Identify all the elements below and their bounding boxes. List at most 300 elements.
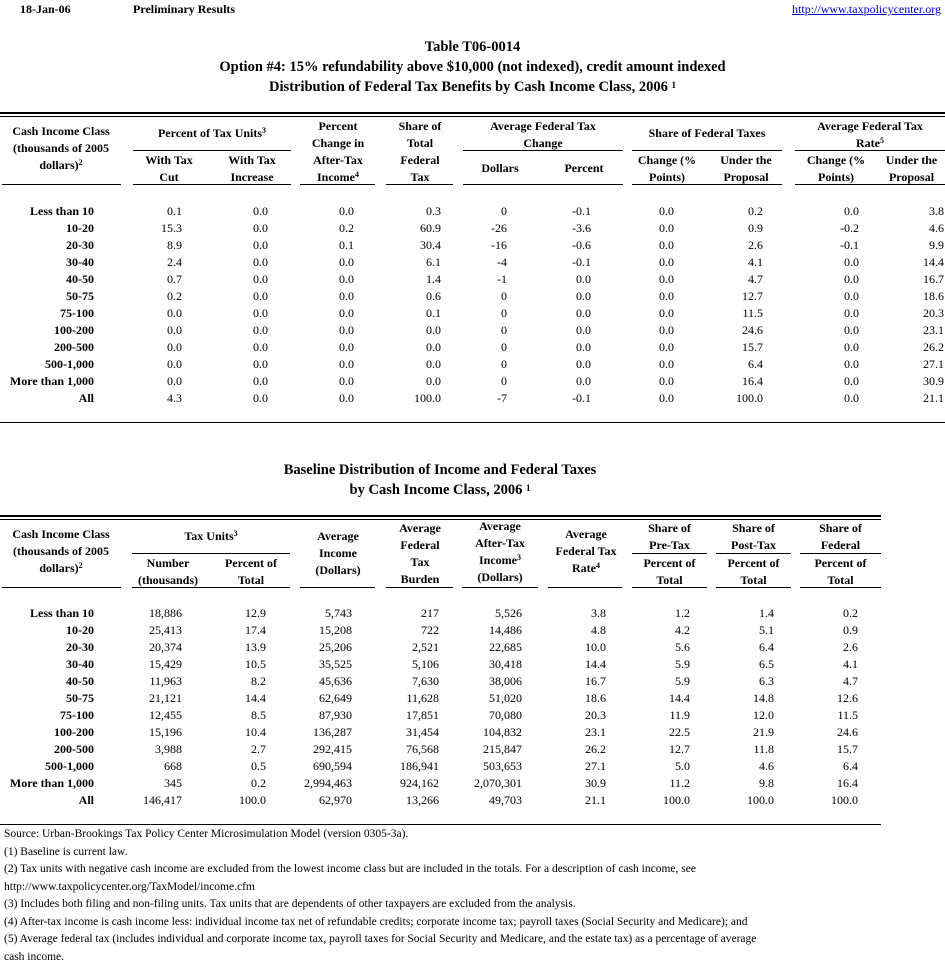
cell-value: 136,287 [266,724,352,741]
col-income-class: Cash Income Class (thousands of 2005 dollars)$^2$ [4,526,118,577]
cell-value: 5.9 [606,673,690,690]
cell-value: 20.3 [859,305,944,322]
cell-value: 0.0 [507,288,591,305]
cell-value: -0.6 [507,237,591,254]
footnote-line: (5) Average federal tax (includes individual and corporate income tax, payroll taxes for Social Security and Medicare, and the estate tax) as a percentage of average [4,931,934,949]
cell-value: 18.6 [859,288,944,305]
table-row [0,288,944,305]
footnote-line: Source: Urban-Brookings Tax Policy Center Microsimulation Model (version 0305-3a). [4,826,934,844]
cell-value: 23.1 [859,322,944,339]
col-group-tax-units: Tax Units$^3$ [132,528,290,545]
cell-value: 30,418 [439,656,522,673]
cell-value: 0.0 [268,203,354,220]
cell-value: 0.0 [182,271,268,288]
cell-value: -7 [441,390,507,407]
cell-value: 3.8 [859,203,944,220]
cell-value: 21.1 [859,390,944,407]
cell-value: 690,594 [266,758,352,775]
cell-value: 0.0 [507,322,591,339]
cell-value: 0.0 [763,288,859,305]
cell-value: 9.8 [690,775,774,792]
row-label: 10-20 [0,220,94,237]
cell-value: 16.4 [774,775,858,792]
cell-value: 8.9 [94,237,182,254]
cell-value: 100.0 [674,390,763,407]
cell-value: 22,685 [439,639,522,656]
col-income-class: Cash Income Class (thousands of 2005 dollars)$^2$ [4,123,118,174]
cell-value: 0.0 [94,356,182,373]
row-label: 100-200 [0,724,94,741]
table1-body [0,203,944,407]
cell-value: 18.6 [522,690,606,707]
cell-value: 16.4 [674,373,763,390]
cell-value: 0.0 [591,339,674,356]
cell-value: 5,106 [352,656,439,673]
col-with-tax-cut: With Tax Cut [133,152,205,186]
cell-value: 14.4 [522,656,606,673]
cell-value: 0.0 [268,373,354,390]
col-avg-fed-tax-rate: Average Federal Tax Rate$^4$ [548,526,624,577]
cell-value: 0.2 [94,288,182,305]
cell-value: 12.0 [690,707,774,724]
cell-value: 5.6 [606,639,690,656]
cell-value: 20.3 [522,707,606,724]
cell-value: 0.0 [591,203,674,220]
table-row [0,741,858,758]
cell-value: 924,162 [352,775,439,792]
cell-value: 292,415 [266,741,352,758]
cell-value: 0.0 [354,339,441,356]
table-row [0,792,858,809]
cell-value: 0.0 [268,254,354,271]
col-share-pre-tax: Share of Pre-Tax [632,520,707,554]
table-row [0,356,944,373]
row-label: 10-20 [0,622,94,639]
col-percent: Percent [545,160,623,177]
cell-value: 49,703 [439,792,522,809]
cell-value: 0.0 [182,288,268,305]
cell-value: 4.6 [690,758,774,775]
row-label: 40-50 [0,673,94,690]
cell-value: 0.0 [94,373,182,390]
cell-value: 2.6 [774,639,858,656]
row-label: 30-40 [0,656,94,673]
cell-value: -16 [441,237,507,254]
cell-value: 0.2 [182,775,266,792]
footnotes [4,826,934,966]
row-label: More than 1,000 [0,373,94,390]
cell-value: 5.0 [606,758,690,775]
cell-value: 0.0 [591,237,674,254]
cell-value: 100.0 [690,792,774,809]
cell-value: 11,628 [352,690,439,707]
row-label: Less than 10 [0,605,94,622]
cell-value: 35,525 [266,656,352,673]
cell-value: 4.1 [774,656,858,673]
cell-value: 0.0 [182,356,268,373]
cell-value: 0.7 [94,271,182,288]
cell-value: 14.4 [182,690,266,707]
notes-rule [0,824,881,825]
cell-value: 11.5 [674,305,763,322]
cell-value: 7,630 [352,673,439,690]
cell-value: 0.0 [591,271,674,288]
cell-value: 2.7 [182,741,266,758]
cell-value: 15,208 [266,622,352,639]
table-row [0,758,858,775]
cell-value: 0.0 [268,339,354,356]
cell-value: 8.2 [182,673,266,690]
cell-value: 0.0 [591,356,674,373]
cell-value: 23.1 [522,724,606,741]
cell-value: 10.4 [182,724,266,741]
cell-value: 12.6 [774,690,858,707]
cell-value: 0.0 [354,373,441,390]
page-header [0,2,945,18]
cell-value: 1.2 [606,605,690,622]
col-number: Number (thousands) [132,555,204,589]
cell-value: 100.0 [182,792,266,809]
cell-value: 0 [441,322,507,339]
cell-value: 0.2 [774,605,858,622]
cell-value: 10.0 [522,639,606,656]
cell-value: 0.0 [507,305,591,322]
cell-value: 0.0 [94,339,182,356]
report-date: 18-Jan-06 [20,2,71,17]
cell-value: 5,743 [266,605,352,622]
cell-value: 0.0 [591,220,674,237]
table-row [0,673,858,690]
cell-value: 21,121 [94,690,182,707]
cell-value: 30.4 [354,237,441,254]
cell-value: 21.9 [690,724,774,741]
cell-value: 30.9 [859,373,944,390]
cell-value: 104,832 [439,724,522,741]
cell-value: 0.0 [763,305,859,322]
cell-value: 0.0 [507,356,591,373]
table-row [0,656,858,673]
cell-value: 70,080 [439,707,522,724]
table1-title [0,37,945,97]
cell-value: 215,847 [439,741,522,758]
cell-value: 12,455 [94,707,182,724]
col-with-tax-increase: With Tax Increase [213,152,291,186]
cell-value: 27.1 [522,758,606,775]
cell-value: 12.9 [182,605,266,622]
cell-value: 4.3 [94,390,182,407]
col-avg-after-tax-income: Average After-Tax Income$^3$ (Dollars) [462,518,538,586]
cell-value: -0.1 [507,203,591,220]
cell-value: 0.0 [182,220,268,237]
row-label: 40-50 [0,271,94,288]
cell-value: 17.4 [182,622,266,639]
row-label: 50-75 [0,690,94,707]
cell-value: 0.0 [763,373,859,390]
footnote-line: cash income. [4,949,934,966]
table2-body [0,605,858,809]
cell-value: 0 [441,356,507,373]
cell-value: 26.2 [859,339,944,356]
cell-value: 345 [94,775,182,792]
cell-value: 4.7 [774,673,858,690]
cell-value: 0.0 [354,322,441,339]
table1-subtitle: Distribution of Federal Tax Benefits by Cash Income Class, 2006 $^1$ [0,77,945,97]
row-label: Less than 10 [0,203,94,220]
table-row [0,305,944,322]
cell-value: 10.5 [182,656,266,673]
table-number: Table T06-0014 [0,37,945,57]
cell-value: -0.1 [507,254,591,271]
footnote-line: http://www.taxpolicycenter.org/TaxModel/income.cfm [4,879,934,897]
cell-value: 17,851 [352,707,439,724]
footnote-line: (3) Includes both filing and non-filing units. Tax units that are dependents of other taxpayers are excluded from the analysis. [4,896,934,914]
cell-value: -0.2 [763,220,859,237]
row-label: 200-500 [0,339,94,356]
cell-value: 668 [94,758,182,775]
row-label: 20-30 [0,639,94,656]
cell-value: 0.0 [763,356,859,373]
table-row [0,254,944,271]
cell-value: -1 [441,271,507,288]
table2-title: Baseline Distribution of Income and Federal Taxes by Cash Income Class, 2006 $^1$ [0,460,880,500]
cell-value: 0.0 [268,288,354,305]
cell-value: 18,886 [94,605,182,622]
cell-value: 0.0 [763,339,859,356]
cell-value: 0.0 [94,322,182,339]
cell-value: 0.0 [268,322,354,339]
cell-value: 0.0 [182,237,268,254]
cell-value: 6.5 [690,656,774,673]
cell-value: 8.5 [182,707,266,724]
row-label: 500-1,000 [0,758,94,775]
cell-value: 0.9 [774,622,858,639]
cell-value: 0.0 [268,305,354,322]
footnote-line: (4) After-tax income is cash income less: individual income tax net of refundable credits; corporate income tax; payroll taxes (Social Security and Medicare); and [4,914,934,932]
cell-value: 25,413 [94,622,182,639]
cell-value: 0.0 [182,390,268,407]
cell-value: 100.0 [606,792,690,809]
row-label: 75-100 [0,305,94,322]
table-row [0,339,944,356]
cell-value: 0.2 [268,220,354,237]
cell-value: 0.0 [507,271,591,288]
cell-value: 2.4 [94,254,182,271]
table-row [0,622,858,639]
col-share-federal: Share of Federal [800,520,881,554]
col-rate-under-proposal: Under the Proposal [878,152,945,186]
cell-value: 0.0 [182,322,268,339]
cell-value: 6.1 [354,254,441,271]
cell-value: 217 [352,605,439,622]
cell-value: 0.0 [763,322,859,339]
cell-value: 25,206 [266,639,352,656]
cell-value: 0.0 [94,305,182,322]
table-row [0,775,858,792]
cell-value: 0.0 [354,356,441,373]
cell-value: 6.3 [690,673,774,690]
cell-value: 4.2 [606,622,690,639]
row-label: 30-40 [0,254,94,271]
cell-value: 100.0 [354,390,441,407]
cell-value: 0.0 [507,373,591,390]
cell-value: 13,266 [352,792,439,809]
table1-bottom-rule [0,422,945,423]
row-label: All [0,792,94,809]
cell-value: 1.4 [354,271,441,288]
cell-value: 0.0 [507,339,591,356]
col-share-change-pp: Change (% Points) [632,152,702,186]
cell-value: 16.7 [522,673,606,690]
cell-value: 6.4 [674,356,763,373]
cell-value: 5.1 [690,622,774,639]
cell-value: 0.0 [763,390,859,407]
table-row [0,605,858,622]
row-label: 20-30 [0,237,94,254]
cell-value: 0.2 [674,203,763,220]
cell-value: 4.7 [674,271,763,288]
cell-value: 2,521 [352,639,439,656]
col-rate-change-pp: Change (% Points) [800,152,872,186]
cell-value: 0.1 [268,237,354,254]
cell-value: 62,649 [266,690,352,707]
row-label: 500-1,000 [0,356,94,373]
cell-value: 3,988 [94,741,182,758]
cell-value: 11,963 [94,673,182,690]
cell-value: 21.1 [522,792,606,809]
table-row [0,690,858,707]
cell-value: 2,994,463 [266,775,352,792]
footnote-line: (2) Tax units with negative cash income are excluded from the lowest income class but are included in the totals. For a description of cash income, see [4,861,934,879]
cell-value: 0.5 [182,758,266,775]
table-row [0,707,858,724]
tpc-link[interactable]: http://www.taxpolicycenter.org [792,2,941,17]
cell-value: 11.2 [606,775,690,792]
cell-value: 15.3 [94,220,182,237]
footnote-line: (1) Baseline is current law. [4,844,934,862]
cell-value: -4 [441,254,507,271]
row-label: 200-500 [0,741,94,758]
cell-value: 0 [441,305,507,322]
cell-value: 0.0 [591,305,674,322]
table1-top-rule [0,112,945,117]
cell-value: 14,486 [439,622,522,639]
cell-value: 0.1 [354,305,441,322]
cell-value: 30.9 [522,775,606,792]
cell-value: 62,970 [266,792,352,809]
cell-value: 186,941 [352,758,439,775]
cell-value: 0 [441,339,507,356]
cell-value: 0 [441,373,507,390]
col-pct-change-after-tax: Percent Change in After-Tax Income$^4$ [300,118,376,186]
cell-value: 0.0 [591,390,674,407]
cell-value: 12.7 [674,288,763,305]
cell-value: 0.6 [354,288,441,305]
cell-value: 0.0 [182,339,268,356]
cell-value: 0.0 [268,390,354,407]
cell-value: 14.4 [859,254,944,271]
row-label: 50-75 [0,288,94,305]
cell-value: 20,374 [94,639,182,656]
cell-value: 2,070,301 [439,775,522,792]
cell-value: 100.0 [774,792,858,809]
report-status: Preliminary Results [133,2,235,17]
cell-value: 5,526 [439,605,522,622]
cell-value: 14.8 [690,690,774,707]
cell-value: 0.0 [591,373,674,390]
cell-value: 15,429 [94,656,182,673]
cell-value: 4.8 [522,622,606,639]
col-dollars: Dollars [463,160,537,177]
cell-value: 14.4 [606,690,690,707]
option-description: Option #4: 15% refundability above $10,000 (not indexed), credit amount indexed [0,57,945,77]
cell-value: 13.9 [182,639,266,656]
cell-value: 0.0 [591,322,674,339]
cell-value: 15.7 [674,339,763,356]
cell-value: 0.0 [182,254,268,271]
cell-value: 87,930 [266,707,352,724]
row-label: 75-100 [0,707,94,724]
cell-value: 5.9 [606,656,690,673]
col-avg-income: Average Income (Dollars) [300,528,376,579]
cell-value: 0 [441,203,507,220]
col-group-avg-fed-tax-rate: Average Federal Tax Rate$^5$ [795,118,945,152]
cell-value: -26 [441,220,507,237]
cell-value: 22.5 [606,724,690,741]
cell-value: 27.1 [859,356,944,373]
cell-value: -0.1 [763,237,859,254]
cell-value: 0.0 [763,254,859,271]
table-row [0,322,944,339]
cell-value: 0.0 [268,356,354,373]
table-row [0,639,858,656]
row-label: 100-200 [0,322,94,339]
cell-value: 60.9 [354,220,441,237]
cell-value: 4.1 [674,254,763,271]
cell-value: 722 [352,622,439,639]
table-row [0,220,944,237]
cell-value: 0.0 [182,373,268,390]
cell-value: 1.4 [690,605,774,622]
table-row [0,237,944,254]
cell-value: 24.6 [674,322,763,339]
cell-value: 45,636 [266,673,352,690]
row-label: More than 1,000 [0,775,94,792]
cell-value: 76,568 [352,741,439,758]
cell-value: 0.1 [94,203,182,220]
cell-value: 0.0 [268,271,354,288]
col-share-total-fed-tax: Share of Total Federal Tax [386,118,454,186]
row-label: All [0,390,94,407]
col-share-post-tax: Share of Post-Tax [716,520,791,554]
table-row [0,373,944,390]
cell-value: 51,020 [439,690,522,707]
cell-value: 24.6 [774,724,858,741]
cell-value: 0.0 [182,305,268,322]
cell-value: 26.2 [522,741,606,758]
table-row [0,724,858,741]
cell-value: 16.7 [859,271,944,288]
cell-value: -0.1 [507,390,591,407]
cell-value: 0.0 [763,271,859,288]
cell-value: -3.6 [507,220,591,237]
cell-value: 0.9 [674,220,763,237]
cell-value: 146,417 [94,792,182,809]
cell-value: 3.8 [522,605,606,622]
cell-value: 31,454 [352,724,439,741]
cell-value: 0.0 [763,203,859,220]
cell-value: 0.3 [354,203,441,220]
cell-value: 15,196 [94,724,182,741]
